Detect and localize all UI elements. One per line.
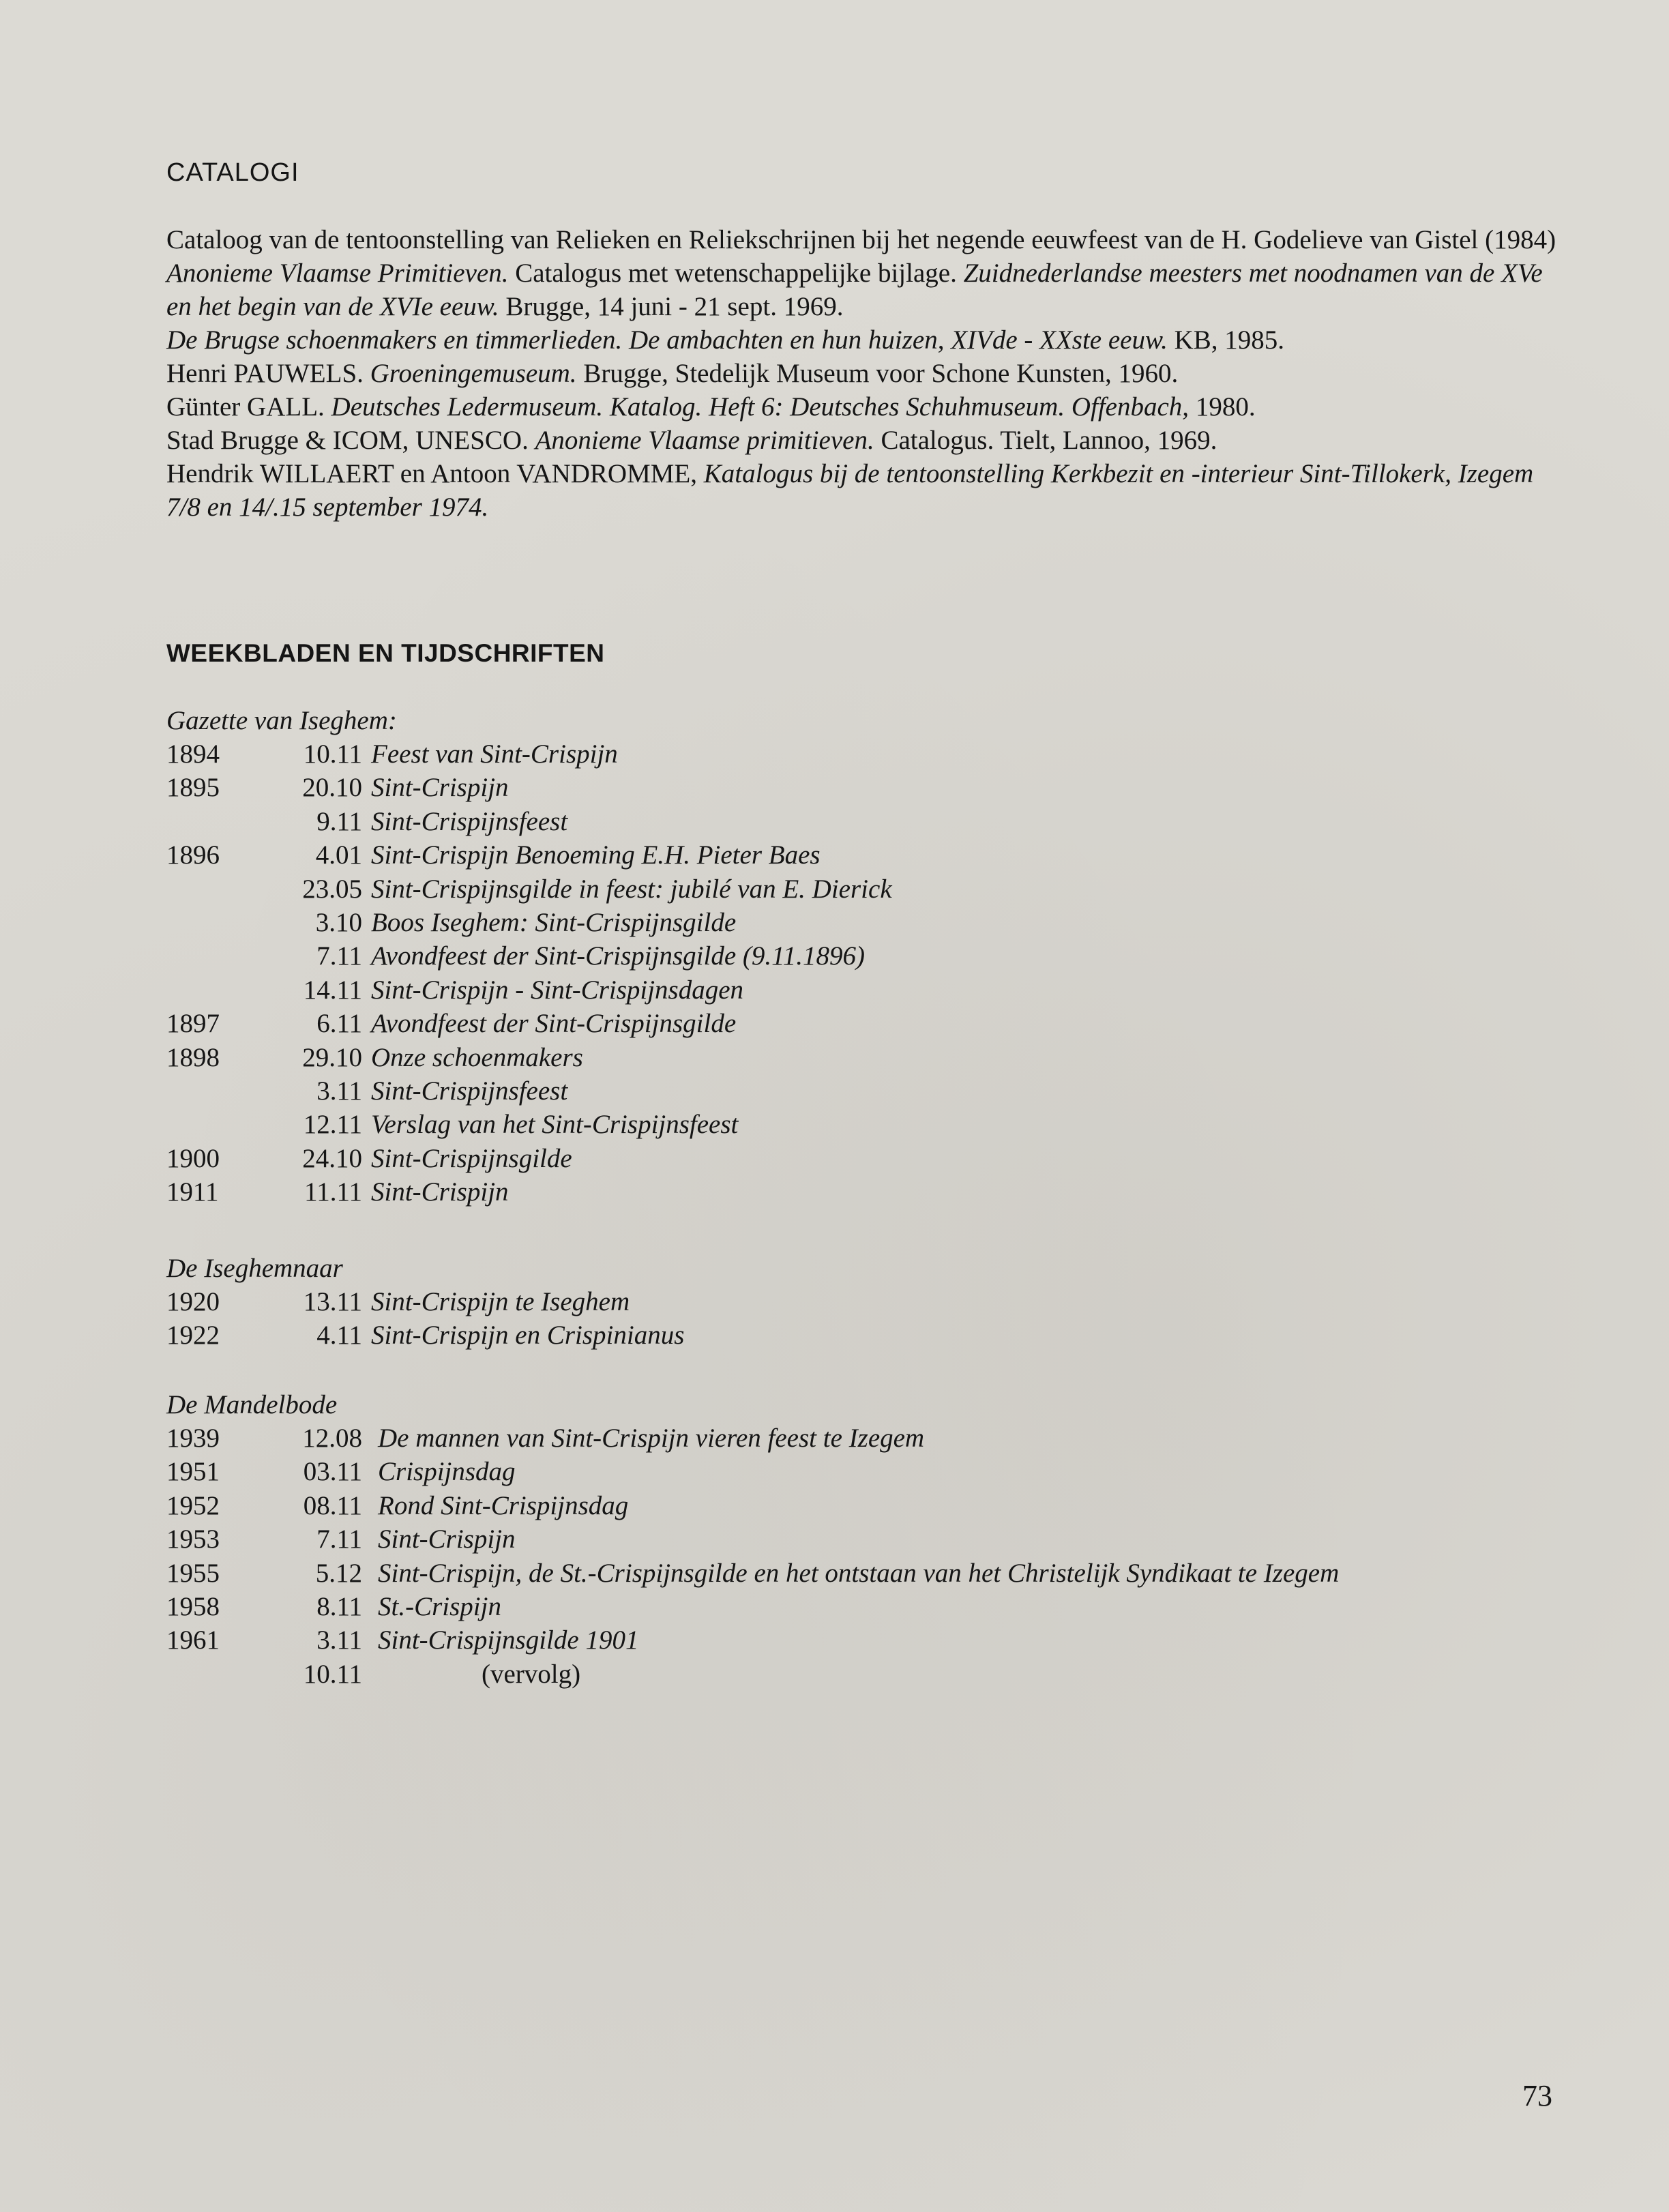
date: 3.11 bbox=[316, 1076, 362, 1106]
article-title: Onze schoenmakers bbox=[371, 1042, 583, 1072]
table-row bbox=[166, 1285, 1558, 1318]
date: 13.11 bbox=[303, 1287, 362, 1316]
date: 20.10 bbox=[302, 773, 362, 803]
catalog-entry bbox=[166, 223, 1558, 256]
date: 3.11 bbox=[316, 1625, 362, 1655]
article-title: Rond Sint-Crispijnsdag bbox=[378, 1490, 629, 1520]
table-row bbox=[166, 805, 1558, 838]
year: 1896 bbox=[166, 840, 220, 870]
article-title: Sint-Crispijn bbox=[371, 1177, 509, 1207]
article-title: Verslag van het Sint-Crispijnsfeest bbox=[371, 1110, 739, 1140]
table-row bbox=[166, 1175, 1558, 1209]
entry-title: Katalogus bij de tentoonstelling Kerkbezit en -interieur Sint-Tillokerk, Izegem 7/8 en 14/.15 september 1974. bbox=[166, 459, 1534, 522]
date: 10.11 bbox=[303, 739, 362, 769]
date: 12.11 bbox=[303, 1110, 362, 1140]
table-row bbox=[166, 771, 1558, 804]
entry-text: Brugge, 14 juni - 21 sept. 1969. bbox=[499, 292, 844, 321]
date: 6.11 bbox=[316, 1009, 362, 1039]
article-title: Feest van Sint-Crispijn bbox=[371, 739, 618, 769]
entry-author: Stad Brugge & ICOM, UNESCO. bbox=[166, 426, 535, 455]
article-table bbox=[166, 737, 1558, 1209]
table-row bbox=[166, 872, 1558, 906]
catalog-entry bbox=[166, 390, 1558, 424]
article-title: Sint-Crispijnsfeest bbox=[371, 1076, 568, 1106]
date: 12.08 bbox=[302, 1424, 362, 1453]
year: 1894 bbox=[166, 739, 220, 769]
article-title: Sint-Crispijn, de St.-Crispijnsgilde en het ontstaan van het Christelijk Syndikaat te Izegem bbox=[378, 1558, 1340, 1588]
year: 1961 bbox=[166, 1625, 220, 1655]
date: 5.12 bbox=[315, 1558, 362, 1588]
year: 1952 bbox=[166, 1490, 220, 1520]
date: 29.10 bbox=[302, 1042, 362, 1072]
year: 1939 bbox=[166, 1424, 220, 1453]
table-row bbox=[166, 1489, 1558, 1522]
entry-title: Anonieme Vlaamse Primitieven. bbox=[166, 259, 509, 288]
article-title: Avondfeest der Sint-Crispijnsgilde bbox=[371, 1009, 737, 1039]
article-title: Boos Iseghem: Sint-Crispijnsgilde bbox=[371, 907, 737, 937]
article-title: Sint-Crispijn bbox=[371, 773, 509, 803]
date: 24.10 bbox=[302, 1143, 362, 1173]
table-row bbox=[166, 1657, 1558, 1691]
article-title: Avondfeest der Sint-Crispijnsgilde (9.11.1896) bbox=[371, 941, 865, 971]
year: 1900 bbox=[166, 1143, 220, 1173]
article-title: De mannen van Sint-Crispijn vieren feest te Izegem bbox=[378, 1424, 925, 1453]
table-row bbox=[166, 906, 1558, 939]
article-title: Sint-Crispijn te Iseghem bbox=[371, 1287, 630, 1316]
year: 1953 bbox=[166, 1524, 220, 1554]
entry-title: Deutsches Ledermuseum. Katalog. Heft 6: Deutsches Schuhmuseum. Offenbach, bbox=[331, 392, 1190, 422]
table-row bbox=[166, 737, 1558, 771]
table-row bbox=[166, 1108, 1558, 1141]
date: 7.11 bbox=[316, 1524, 362, 1554]
catalog-entry bbox=[166, 457, 1558, 524]
entry-subtitle: Zuidnederlandse meesters met noodnamen van de XVe en het begin van de XVIe eeuw. bbox=[166, 259, 1543, 321]
year: 1920 bbox=[166, 1287, 220, 1316]
article-title: Sint-Crispijnsgilde 1901 bbox=[378, 1625, 639, 1655]
table-row bbox=[166, 1557, 1558, 1590]
publication-de-mandelbode bbox=[166, 1388, 1558, 1691]
year: 1951 bbox=[166, 1457, 220, 1487]
year: 1958 bbox=[166, 1591, 220, 1621]
table-row bbox=[166, 1318, 1558, 1352]
year: 1955 bbox=[166, 1558, 220, 1588]
table-row bbox=[166, 838, 1558, 872]
article-table bbox=[166, 1421, 1558, 1691]
catalog-entry bbox=[166, 357, 1558, 390]
table-row bbox=[166, 1041, 1558, 1074]
catalogi-list bbox=[166, 223, 1558, 524]
date: 08.11 bbox=[303, 1490, 362, 1520]
table-row bbox=[166, 973, 1558, 1007]
entry-text: KB, 1985. bbox=[1167, 325, 1285, 355]
article-title: Sint-Crispijnsfeest bbox=[371, 806, 568, 836]
catalog-entry bbox=[166, 256, 1558, 323]
entry-text: Catalogus. Tielt, Lannoo, 1969. bbox=[874, 426, 1217, 455]
date: 10.11 bbox=[303, 1659, 362, 1689]
article-title: St.-Crispijn bbox=[378, 1591, 501, 1621]
article-title: Sint-Crispijn bbox=[378, 1524, 516, 1554]
table-row bbox=[166, 939, 1558, 973]
entry-author: Günter GALL. bbox=[166, 392, 331, 422]
year: 1895 bbox=[166, 773, 220, 803]
table-row bbox=[166, 1623, 1558, 1657]
publication-gazette-van-iseghem bbox=[166, 704, 1558, 1209]
article-title: Crispijnsdag bbox=[378, 1457, 516, 1487]
article-title: Sint-Crispijnsgilde in feest: jubilé van E. Dierick bbox=[371, 874, 892, 904]
table-row bbox=[166, 1590, 1558, 1623]
date: 4.11 bbox=[316, 1321, 362, 1351]
table-row bbox=[166, 1142, 1558, 1175]
date: 11.11 bbox=[304, 1177, 362, 1207]
date: 9.11 bbox=[316, 806, 362, 836]
publication-title: De Mandelbode bbox=[166, 1390, 338, 1419]
year: 1897 bbox=[166, 1009, 220, 1039]
entry-title: Groeningemuseum. bbox=[370, 359, 577, 388]
year: 1922 bbox=[166, 1321, 220, 1351]
article-title: Sint-Crispijn - Sint-Crispijnsdagen bbox=[371, 975, 744, 1005]
year: 1911 bbox=[166, 1177, 219, 1207]
catalog-entry bbox=[166, 323, 1558, 357]
section-heading-weekbladen: WEEKBLADEN EN TIJDSCHRIFTEN bbox=[166, 639, 605, 667]
entry-text: Catalogus met wetenschappelijke bijlage. bbox=[508, 259, 964, 288]
page-number: 73 bbox=[1522, 2079, 1552, 2112]
table-row bbox=[166, 1421, 1558, 1455]
date: 23.05 bbox=[302, 874, 362, 904]
date: 8.11 bbox=[316, 1591, 362, 1621]
publication-title: De Iseghemnaar bbox=[166, 1254, 343, 1283]
table-row bbox=[166, 1455, 1558, 1488]
entry-title: Anonieme Vlaamse primitieven. bbox=[535, 426, 874, 455]
entry-title: De Brugse schoenmakers en timmerlieden. De ambachten en hun huizen, XIVde - XXste eeuw. bbox=[166, 325, 1168, 355]
article-title: Sint-Crispijnsgilde bbox=[371, 1143, 572, 1173]
article-title: Sint-Crispijn en Crispinianus bbox=[371, 1321, 685, 1351]
article-table bbox=[166, 1285, 1558, 1353]
entry-author: Hendrik WILLAERT en Antoon VANDROMME, bbox=[166, 459, 704, 488]
table-row bbox=[166, 1522, 1558, 1556]
date: 14.11 bbox=[303, 975, 362, 1005]
publication-de-iseghemnaar bbox=[166, 1252, 1558, 1353]
year: 1898 bbox=[166, 1042, 220, 1072]
catalog-entry bbox=[166, 424, 1558, 457]
entry-author: Henri PAUWELS. bbox=[166, 359, 370, 388]
date: 3.10 bbox=[315, 907, 362, 937]
table-row bbox=[166, 1007, 1558, 1040]
date: 7.11 bbox=[316, 941, 362, 971]
table-row bbox=[166, 1074, 1558, 1108]
publication-title: Gazette van Iseghem: bbox=[166, 706, 397, 735]
article-title: Sint-Crispijn Benoeming E.H. Pieter Baes bbox=[371, 840, 821, 870]
entry-text: Brugge, Stedelijk Museum voor Schone Kunsten, 1960. bbox=[576, 359, 1179, 388]
date: 03.11 bbox=[303, 1457, 362, 1487]
entry-text: Cataloog van de tentoonstelling van Relieken en Reliekschrijnen bij het negende eeuwfeest van de H. Godelieve van Gistel (1984) bbox=[166, 225, 1556, 254]
article-title: (vervolg) bbox=[482, 1659, 581, 1689]
date: 4.01 bbox=[315, 840, 362, 870]
section-heading-catalogi: CATALOGI bbox=[166, 158, 299, 187]
entry-text: 1980. bbox=[1189, 392, 1256, 422]
